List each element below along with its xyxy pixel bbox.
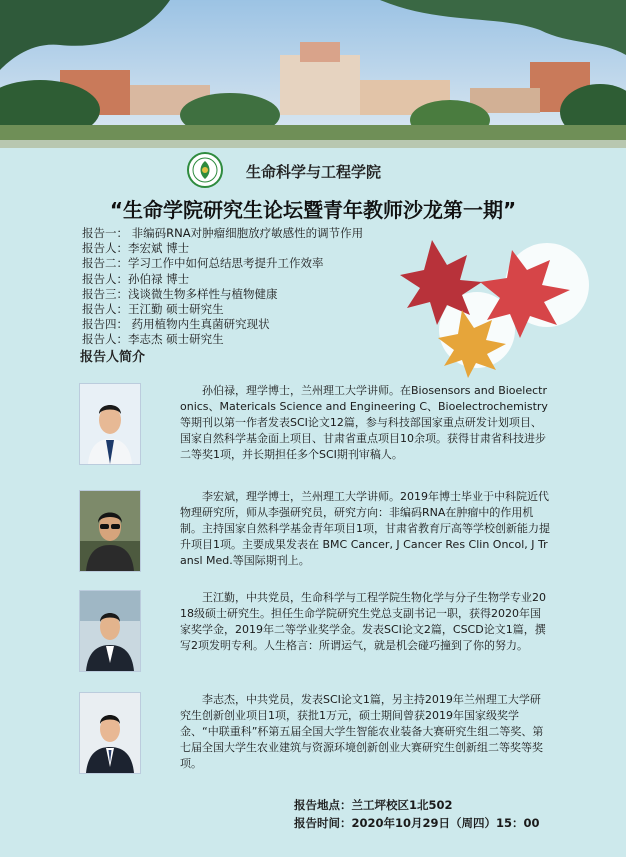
speaker-bio: 李宏斌，理学博士，兰州理工大学讲师。2019年博士毕业于中科院近代物理研究所，师从李强研究员，研究方向：非编码RNA在肿瘤中的作用机制。主持国家自然科学基金青年项目1项，甘肃省教育厅高等学校创新能力提升项目1项。主要成果发表在 BMC Cancer, J Cancer Res Clin Oncol, J Transl Med.等国际期刊上。 (180, 490, 550, 567)
college-logo (183, 152, 227, 188)
report-time: 报告时间：2020年10月29日（周四）15：00 (294, 816, 540, 830)
speaker-photo (79, 383, 141, 465)
report-list (82, 226, 363, 348)
report-line: 报告二：学习工作中如何总结思考提升工作效率 (82, 256, 324, 271)
report-line: 报告四： 药用植物内生真菌研究现状 (82, 317, 270, 332)
speaker-photo (79, 490, 141, 572)
report-line: 报告人：李宏斌 博士 (82, 241, 190, 256)
campus-banner-image (0, 0, 626, 148)
maple-leaves-decoration (392, 220, 592, 380)
speaker-bio: 李志杰，中共党员，发表SCI论文1篇，另主持2019年兰州理工大学研究生创新创业项目1项，获批1万元，硕士期间曾获2019年国家级奖学金、“中联重科”杯第五届全国大学生智能农业装备大赛研究生组二等奖、第七届全国大学生农业建筑与资源环境创新创业大赛研究生创新组二等奖等奖项。 (180, 693, 544, 770)
speakers-heading: 报告人简介 (80, 350, 146, 365)
speaker-photo (79, 692, 141, 774)
report-line: 报告人：孙伯禄 博士 (82, 271, 190, 286)
report-line: 报告人：李志杰 硕士研究生 (82, 332, 224, 347)
report-line: 报告三：浅谈微生物多样性与植物健康 (82, 286, 278, 301)
report-location: 报告地点：兰工坪校区1北502 (294, 798, 453, 812)
report-line: 报告人：王江勤 硕士研究生 (82, 302, 224, 317)
report-line: 报告一： 非编码RNA对肿瘤细胞放疗敏感性的调节作用 (82, 226, 364, 240)
page-title: “生命学院研究生论坛暨青年教师沙龙第一期” (109, 198, 517, 222)
speaker-bio: 孙伯禄，理学博士，兰州理工大学讲师。在Biosensors and Bioelectronics、Matericals Science and Engineering C、Bioelectrochemistry等期刊以第一作者发表SCI论文12篇，参与科技部国家重点研发计划项目、国家自然科学基金面上项目、甘肃省重点项目10余项。获得甘肃省科技进步二等奖1项，并长期担任多个SCI期刊审稿人。 (180, 384, 548, 461)
speaker-photo (79, 590, 141, 672)
speaker-bio: 王江勤，中共党员，生命科学与工程学院生物化学与分子生物学专业2018级硕士研究生。担任生命学院研究生党总支副书记一职，获得2020年国家奖学金，2019年二等学业奖学金。发表SCI论文2篇，CSCD论文1篇，撰写2项发明专利。人生格言：所谓运气，就是机会碰巧撞到了你的努力。 (180, 591, 546, 652)
org-name: 生命科学与工程学院 (246, 163, 382, 181)
